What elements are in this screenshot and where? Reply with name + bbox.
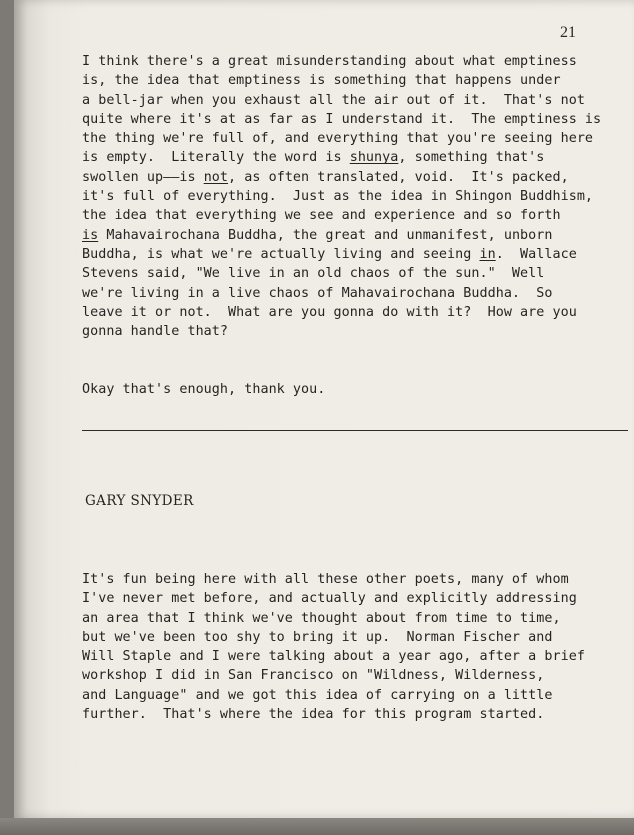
- underlined-word: not: [203, 169, 229, 185]
- text-line: [82, 148, 622, 167]
- text-segment: we're living in a live chaos of Mahavairochana Buddha. So: [82, 285, 553, 301]
- text-segment: Stevens said, "We live in an old chaos of the sun." Well: [82, 266, 545, 282]
- text-line: [82, 303, 622, 322]
- text-segment: , as often translated, void. It's packed,: [228, 169, 569, 185]
- book-page: [14, 0, 634, 818]
- text-line: [82, 666, 622, 685]
- speaker-name: GARY SNYDER: [85, 493, 194, 509]
- text-line: [82, 705, 622, 724]
- text-line: [82, 647, 622, 666]
- text-line: [82, 52, 622, 71]
- text-segment: an area that I think we've thought about from time to time,: [82, 610, 561, 626]
- text-line: [82, 168, 622, 187]
- text-segment: swollen up——is: [82, 169, 204, 185]
- text-line: [82, 110, 622, 129]
- text-line: [82, 589, 622, 608]
- text-segment: is, the idea that emptiness is something that happens under: [82, 73, 561, 89]
- text-segment: . Wallace: [495, 246, 577, 262]
- text-line: [82, 129, 622, 148]
- text-segment: but we've been too shy to bring it up. Norman Fischer and: [82, 629, 553, 645]
- text-line: [82, 91, 622, 110]
- text-line: [82, 226, 622, 245]
- text-segment: is empty. Literally the word is: [82, 150, 350, 166]
- text-segment: It's fun being here with all these other poets, many of whom: [82, 572, 569, 587]
- text-segment: quite where it's at as far as I understand it. The emptiness is: [82, 111, 602, 127]
- text-line: [82, 609, 622, 628]
- text-segment: Mahavairochana Buddha, the great and unmanifest, unborn: [98, 227, 553, 243]
- text-line: [82, 686, 622, 705]
- closing-line: [82, 380, 622, 399]
- text-line: [82, 322, 622, 341]
- text-line: [82, 245, 622, 264]
- underlined-word: shunya: [349, 150, 399, 166]
- text-line: [82, 284, 622, 303]
- underlined-word: in: [479, 246, 496, 262]
- text-segment: workshop I did in San Francisco on "Wildness, Wilderness,: [82, 668, 545, 684]
- closing-line-text: Okay that's enough, thank you.: [82, 382, 326, 397]
- text-segment: gonna handle that?: [82, 324, 229, 340]
- text-segment: and Language" and we got this idea of carrying on a little: [82, 687, 553, 703]
- text-line: [82, 628, 622, 647]
- text-segment: Will Staple and I were talking about a year ago, after a brief: [82, 649, 585, 665]
- text-line: [82, 264, 622, 283]
- section-divider: [82, 430, 628, 431]
- text-segment: Buddha, is what we're actually living and seeing: [82, 246, 480, 262]
- page-number: 21: [560, 24, 576, 41]
- text-segment: leave it or not. What are you gonna do with it? How are you: [82, 304, 577, 320]
- text-line: [82, 187, 622, 206]
- underlined-word: is: [82, 227, 99, 243]
- text-segment: it's full of everything. Just as the idea in Shingon Buddhism,: [82, 189, 594, 205]
- text-segment: further. That's where the idea for this program started.: [82, 707, 545, 723]
- text-segment: a bell-jar when you exhaust all the air out of it. That's not: [82, 92, 585, 108]
- text-segment: I think there's a great misunderstanding about what emptiness: [82, 54, 577, 69]
- text-line: [82, 206, 622, 225]
- paragraph-emptiness: [82, 52, 622, 341]
- text-segment: the thing we're full of, and everything that you're seeing here: [82, 131, 594, 147]
- text-segment: the idea that everything we see and experience and so forth: [82, 208, 561, 224]
- text-line: [82, 570, 622, 589]
- text-line: [82, 71, 622, 90]
- text-segment: I've never met before, and actually and explicitly addressing: [82, 591, 577, 607]
- page-bottom-edge: [0, 818, 634, 835]
- text-segment: , something that's: [398, 150, 545, 166]
- paragraph-snyder-intro: [82, 570, 622, 724]
